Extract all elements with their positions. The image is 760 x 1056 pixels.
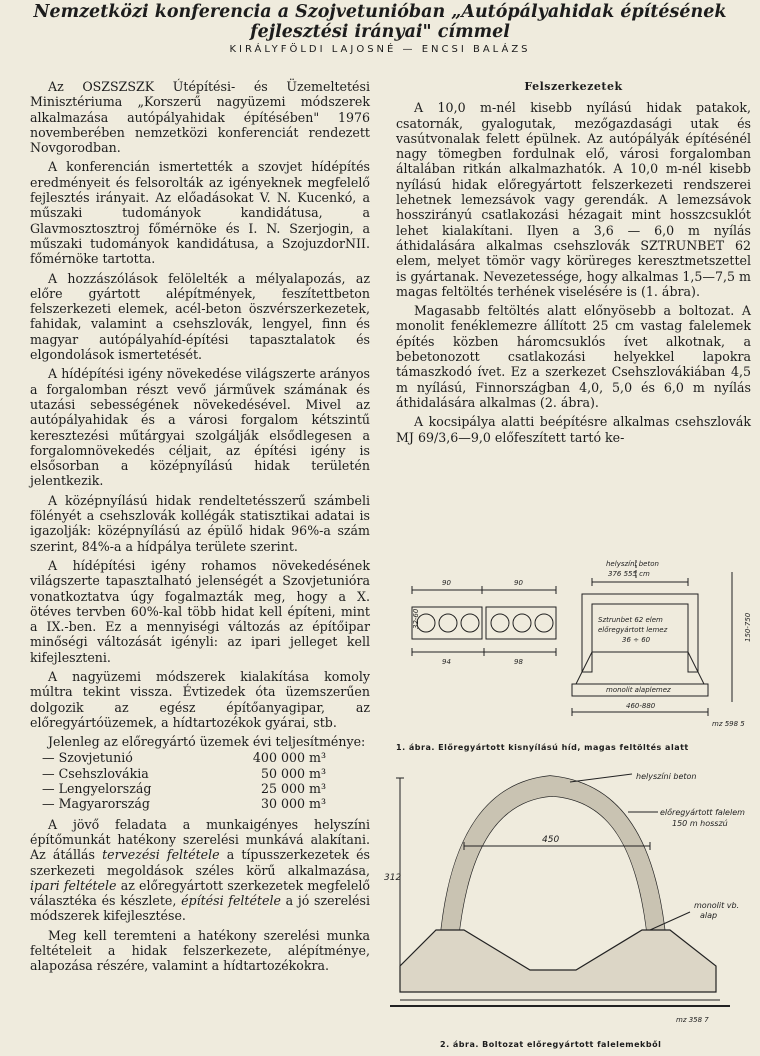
text-run: a típusszerkezetek és szerkezeti megoldások széles körű alkalmazása,	[30, 847, 371, 878]
paragraph: A 10,0 m-nél kisebb nyílású hidak patakok, csatornák, gyalogutak, mezőgazdasági utak és vasútvonalak felett épülnek. Az autópályák építésénél nagy tömegben fordulnak elő, városi forgalomban általában ritkán alkalmazhatók. A 10,0 m-nél kisebb nyílású hidak előregyártott felszerkezeti rendszerei lehetnek lemezsávok vagy gerendák. A lemezsávok hosszirányú csatlakozási hézagait mint hosszcsuklót lehet kialakítani. Ilyen a 3,6 — 6,0 m nyílás áthidalására alkalmas csehszlovák SZTRUNBET 62 elem, melyet tömör vagy körüreges keresztmetszettel is gyártanak. Nevezetessége, hogy alkalmas 1,5—7,5 m magas feltöltés terhének viselésére is (1. ábra).	[396, 100, 751, 299]
emphasis: ipari feltétele	[30, 877, 117, 893]
value-cell: 50 000 m³	[260, 765, 326, 781]
authors: KIRÁLYFÖLDI LAJOSNÉ — ENCSI BALÁZS	[229, 44, 531, 55]
figure-code: mz 598 5	[712, 720, 745, 728]
label-falelem-length: 150 m hosszú	[672, 819, 728, 828]
dim-height: 312	[384, 873, 402, 883]
dim-90-b: 90	[514, 579, 523, 587]
table-row	[30, 766, 330, 781]
table-row	[30, 781, 330, 796]
label-beton: helyszíni beton	[636, 772, 697, 781]
label-bottom: monolit alaplemez	[606, 686, 671, 694]
section-heading: Felszerkezetek	[524, 80, 623, 93]
dim-side: 150-750	[744, 612, 752, 642]
label-mid-3: 36 ÷ 60	[622, 636, 651, 644]
paragraph	[30, 817, 370, 924]
value-cell: 25 000 m³	[260, 781, 326, 797]
country-cell: — Szovjetunió	[42, 750, 133, 766]
text-run: a jó szerelési módszerek kifejlesztése.	[30, 893, 370, 924]
left-column	[30, 79, 370, 978]
dim-width: 460-880	[626, 702, 656, 710]
label-mid-1: Sztrunbet 62 elem	[598, 616, 663, 624]
paragraph: Magasabb feltöltés alatt előnyösebb a boltozat. A monolit fenéklemezre állított 25 cm vastag falelemek építés közben háromcsuklós ívet alkotnak, a bebetonozott csatlakozási helyekkel lapokra támaszkodó ívet. Ez a szerkezet Csehszlovákiában 4,5 m nyílású, Finnországban 4,0, 5,0 és 6,0 m nyílás áthidalására alkalmas (2. ábra).	[396, 303, 751, 410]
label-mid-2: előregyártott lemez	[598, 626, 668, 634]
paragraph: Az OSZSZSZK Útépítési- és Üzemeltetési Minisztériuma „Korszerű nagyüzemi módszerek alkalmazása autópályahidak építésében" 1976 novemberében nemzetközi konferenciát rendezett Novgorodban.	[30, 79, 370, 156]
figure-code: mz 358 7	[676, 1016, 709, 1024]
label-top-2: 376 555 cm	[608, 570, 650, 578]
paragraph: A hídépítési igény növekedése világszerte arányos a forgalomban részt vevő járművek számának és utazási sebességének növekedésével. Mivel az autópályahidak és a városi forgalom kétszintű keresztezési műtárgyai szolgálják elsődlegesen a forgalomnövekedés céljait, az építési igény is elsősorban a középnyílású hidak területén jelentkezik.	[30, 366, 370, 489]
emphasis: tervezési feltétele	[102, 847, 220, 863]
table-row	[30, 750, 330, 765]
production-table	[30, 750, 330, 811]
dim-94: 94	[442, 658, 451, 666]
paragraph: A hídépítési igény rohamos növekedésének világszerte tapasztalható jelenségét a Szovjetunióra vonatkoztatva úgy fogalmazták meg, hogy a X. ötéves tervben 60%-kal több hidat kell építeni, mint a IX.-ben. Ez a mennyiségi változás az építőipar minőségi változását igényli: az ipari jelleget kell kifejleszteni.	[30, 557, 370, 665]
dim-span: 450	[542, 835, 560, 845]
figure-1-caption: 1. ábra. Előregyártott kisnyílású híd, magas feltöltés alatt	[396, 743, 689, 752]
figure-2-caption: 2. ábra. Boltozat előregyártott falelemekből	[440, 1040, 662, 1049]
label-falelem: előregyártott falelem	[660, 808, 745, 817]
dim-90-a: 90	[442, 579, 451, 587]
title-line-2: fejlesztési irányai" címmel	[250, 22, 510, 42]
figure-1-drawing	[396, 552, 752, 730]
text-run: az előregyártott szerkezetek megfelelő választéka és készlete,	[30, 877, 370, 909]
country-cell: — Magyarország	[42, 796, 150, 812]
text-run: A jövő feladata a munkaigényes helyszíni építőmunkát hatékony szerelési munkává alakítani. Az átállás	[30, 816, 370, 863]
country-cell: — Csehszlovákia	[42, 765, 149, 781]
paragraph: A kocsipálya alatti beépítésre alkalmas csehszlovák MJ 69/3,6—9,0 előfeszített tartó ke-	[396, 414, 751, 445]
emphasis: építési feltétele	[181, 893, 281, 909]
right-column	[396, 79, 751, 449]
paragraph: A hozzászólások felölelték a mélyalapozás, az előre gyártott alépítmények, feszítettbeton felszerkezeti elemek, acél-beton öszvérszerkezetek, fahidak, valamint a csehszlovák, lengyel, finn és magyar autópályahíd-építési tapasztalatok és elgondolások ismertetését.	[30, 270, 370, 363]
dim-height: 32-60	[412, 608, 420, 629]
paragraph: A középnyílású hidak rendeltetésszerű számbeli fölényét a csehszlovák kollégák statisztikai adatai is igazolják: középnyílású az épülő hidak 96%-a szám szerint, 84%-a a hídpálya területe szerint.	[30, 492, 370, 554]
table-row	[30, 796, 330, 811]
paragraph: Jelenleg az előregyártó üzemek évi teljesítménye:	[48, 734, 366, 750]
label-alap: alap	[700, 911, 718, 920]
dim-98: 98	[514, 658, 523, 666]
paragraph: A konferencián ismertették a szovjet hídépítés eredményeit és felsorolták az igényeknek megfelelő fejlesztés irányait. Az előadásokat V. N. Kucenkó, a műszaki tudományok kandidátusa, a Glavmosztosztroj főmérnöke és I. N. Szerjogin, a műszaki tudományok kandidátusa, a SzojuzdorNII. főmérnöke tartotta.	[30, 159, 370, 267]
slab-section	[412, 586, 556, 656]
country-cell: — Lengyelország	[42, 781, 152, 797]
value-cell: 400 000 m³	[252, 750, 326, 766]
figure-2-drawing	[380, 770, 754, 1030]
article-title	[0, 2, 760, 42]
label-top-1: helyszíni beton	[606, 560, 659, 568]
value-cell: 30 000 m³	[260, 796, 326, 812]
paragraph: A nagyüzemi módszerek kialakítása komoly múltra tekint vissza. Évtizedek óta üzemszerűen dolgozik az egész építőanyagipar, az előregyártóüzemek, a hídtartozékok gyárai, stb.	[30, 668, 370, 730]
title-line-1: Nemzetközi konferencia a Szojvetunióban „Autópályahidak építésének	[33, 2, 727, 22]
paragraph: Meg kell teremteni a hatékony szerelési munka feltételeit a hidak felszerkezete, alépítménye, alapozása részére, valamint a hídtartozékokra.	[30, 927, 370, 974]
foundation	[400, 930, 716, 992]
label-monolit: monolit vb.	[694, 901, 740, 910]
